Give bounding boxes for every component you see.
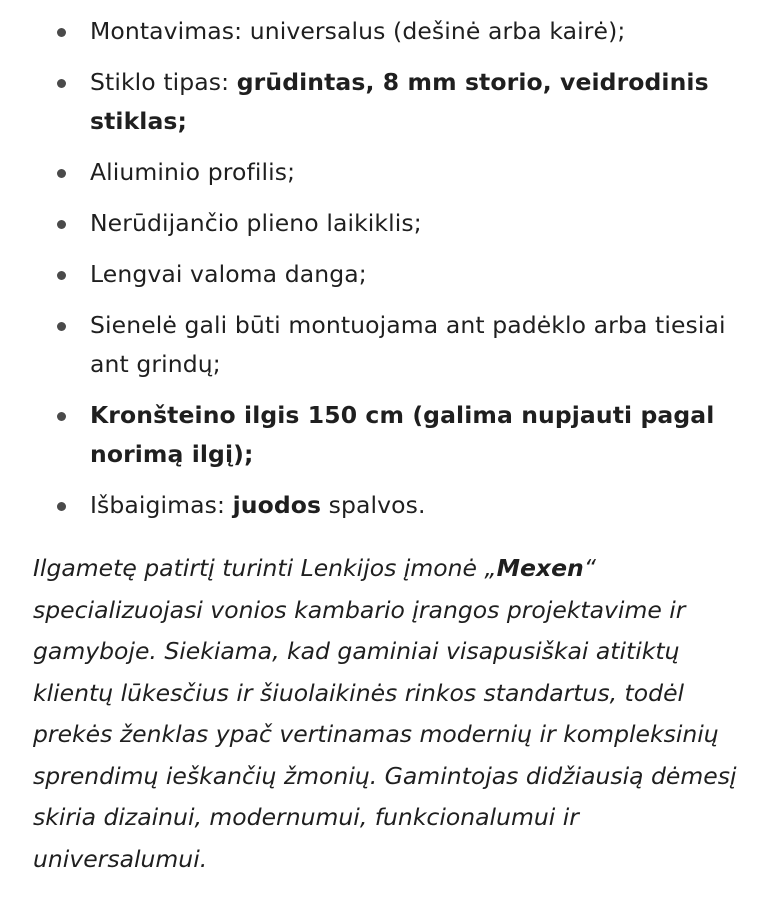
feature-installation (0, 306, 783, 384)
features-list (0, 12, 783, 525)
brand-description (33, 548, 748, 880)
brand-name: Mexen (496, 554, 584, 582)
feature-profile (0, 153, 783, 192)
bullet-icon (57, 220, 66, 229)
feature-text: Aliuminio profilis; (90, 158, 296, 186)
feature-value: grūdintas, 8 mm storio, veidrodinis stiklas; (90, 68, 709, 135)
bullet-icon (57, 322, 66, 331)
feature-text: Montavimas: universalus (dešinė arba kairė); (90, 17, 626, 45)
feature-glass-type (0, 63, 783, 141)
bullet-icon (57, 412, 66, 421)
bullet-icon (57, 169, 66, 178)
feature-finish (0, 486, 783, 525)
feature-text: Sienelė gali būti montuojama ant padėklo arba tiesiai ant grindų; (90, 311, 726, 378)
feature-coating (0, 255, 783, 294)
bullet-icon (57, 502, 66, 511)
feature-suffix: spalvos. (321, 491, 426, 519)
feature-label: Stiklo tipas: (90, 68, 237, 96)
feature-bracket-length (0, 396, 783, 474)
bullet-icon (57, 271, 66, 280)
feature-text: Kronšteino ilgis 150 cm (galima nupjauti pagal norimą ilgį); (90, 401, 715, 468)
feature-holder (0, 204, 783, 243)
description-intro: Ilgametę patirtį turinti Lenkijos įmonė „ (33, 554, 497, 582)
bullet-icon (57, 28, 66, 37)
feature-label: Išbaigimas: (90, 491, 233, 519)
bullet-icon (57, 79, 66, 88)
description-body: “ specializuojasi vonios kambario įrangos projektavime ir gamyboje. Siekiama, kad gaminiai visapusiškai atitiktų klientų lūkesčius ir šiuolaikinės rinkos standartus, todėl prekės ženklas ypač vertinamas modernių ir kompleksinių sprendimų ieškančių žmonių. Gamintojas didžiausią dėmesį skiria dizainui, modernumui, funkcionalumui ir universalumui. (33, 554, 737, 873)
feature-text: Lengvai valoma danga; (90, 260, 367, 288)
feature-mounting (0, 12, 783, 51)
feature-value: juodos (232, 491, 322, 519)
feature-text: Nerūdijančio plieno laikiklis; (90, 209, 422, 237)
